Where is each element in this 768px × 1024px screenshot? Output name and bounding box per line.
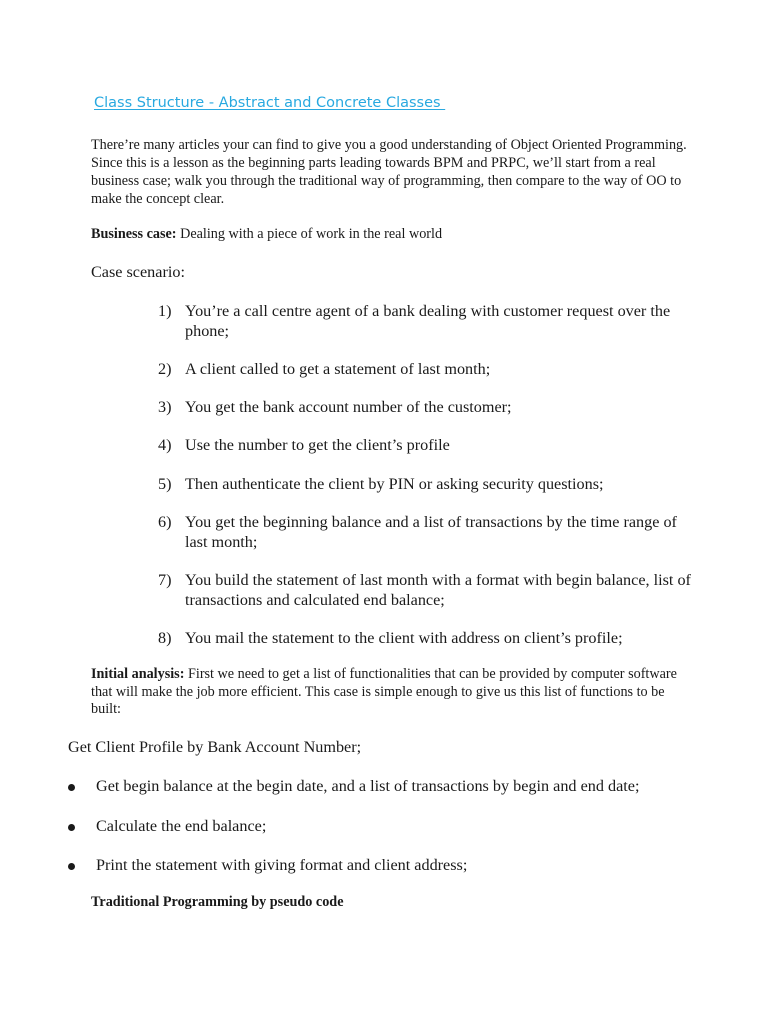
step-text: A client called to get a statement of last month;	[185, 360, 491, 378]
step-text: You get the bank account number of the customer;	[185, 398, 512, 416]
bullet-text: Get begin balance at the begin date, and a list of transactions by begin and end date;	[96, 777, 640, 795]
step-number: 4)	[158, 436, 172, 454]
step-number: 3)	[158, 398, 172, 416]
function-bullet-2	[68, 817, 266, 836]
initial-analysis-text: First we need to get a list of functionalities that can be provided by computer software that will make the job more efficient. This case is simple enough to give us this list of functions to be built:	[91, 666, 677, 717]
bullet-text: Calculate the end balance;	[96, 817, 267, 835]
scenario-step-6	[158, 512, 698, 552]
business-case-label: Business case:	[91, 226, 177, 242]
scenario-step-4	[158, 435, 698, 455]
document-title: Class Structure - Abstract and Concrete Classes	[94, 95, 446, 111]
step-text: You mail the statement to the client with address on client’s profile;	[185, 629, 623, 647]
bullet-text: Print the statement with giving format and client address;	[96, 856, 468, 874]
bullet-icon	[68, 863, 75, 870]
step-number: 7)	[158, 571, 172, 589]
step-text: You’re a call centre agent of a bank dealing with customer request over the phone;	[185, 302, 671, 340]
step-text: Then authenticate the client by PIN or asking security questions;	[185, 475, 604, 493]
business-case-text: Dealing with a piece of work in the real world	[176, 226, 443, 242]
step-text: You build the statement of last month with a format with begin balance, list of transactions and calculated end balance;	[185, 571, 691, 609]
intro-paragraph: There’re many articles your can find to give you a good understanding of Object Oriented Programming. Since this is a lesson as the beginning parts leading towards BPM and PRPC, we’ll start from a real business case; walk you through the traditional way of programming, then compare to the way of OO to make the concept clear.	[91, 137, 687, 207]
step-number: 8)	[158, 629, 172, 647]
function-bullet-1	[68, 777, 639, 796]
scenario-step-3	[158, 397, 698, 417]
bullet-icon	[68, 824, 75, 831]
scenario-step-2	[158, 359, 698, 379]
function-bullet-3	[68, 856, 467, 875]
initial-analysis-label: Initial analysis:	[91, 666, 185, 682]
step-text: You get the beginning balance and a list of transactions by the time range of last month;	[185, 513, 677, 551]
section-heading: Traditional Programming by pseudo code	[91, 894, 344, 910]
initial-analysis-paragraph	[91, 666, 691, 719]
step-text: Use the number to get the client’s profile	[185, 436, 450, 454]
scenario-step-5	[158, 474, 698, 494]
case-scenario-label: Case scenario:	[91, 263, 185, 281]
scenario-step-7	[158, 570, 698, 610]
step-number: 1)	[158, 302, 172, 320]
step-number: 5)	[158, 475, 172, 493]
function-get-client-profile: Get Client Profile by Bank Account Number;	[68, 738, 362, 756]
business-case-line	[91, 226, 442, 243]
bullet-icon	[68, 784, 75, 791]
scenario-step-8	[158, 628, 698, 648]
scenario-step-1	[158, 301, 698, 341]
step-number: 2)	[158, 360, 172, 378]
step-number: 6)	[158, 513, 172, 531]
